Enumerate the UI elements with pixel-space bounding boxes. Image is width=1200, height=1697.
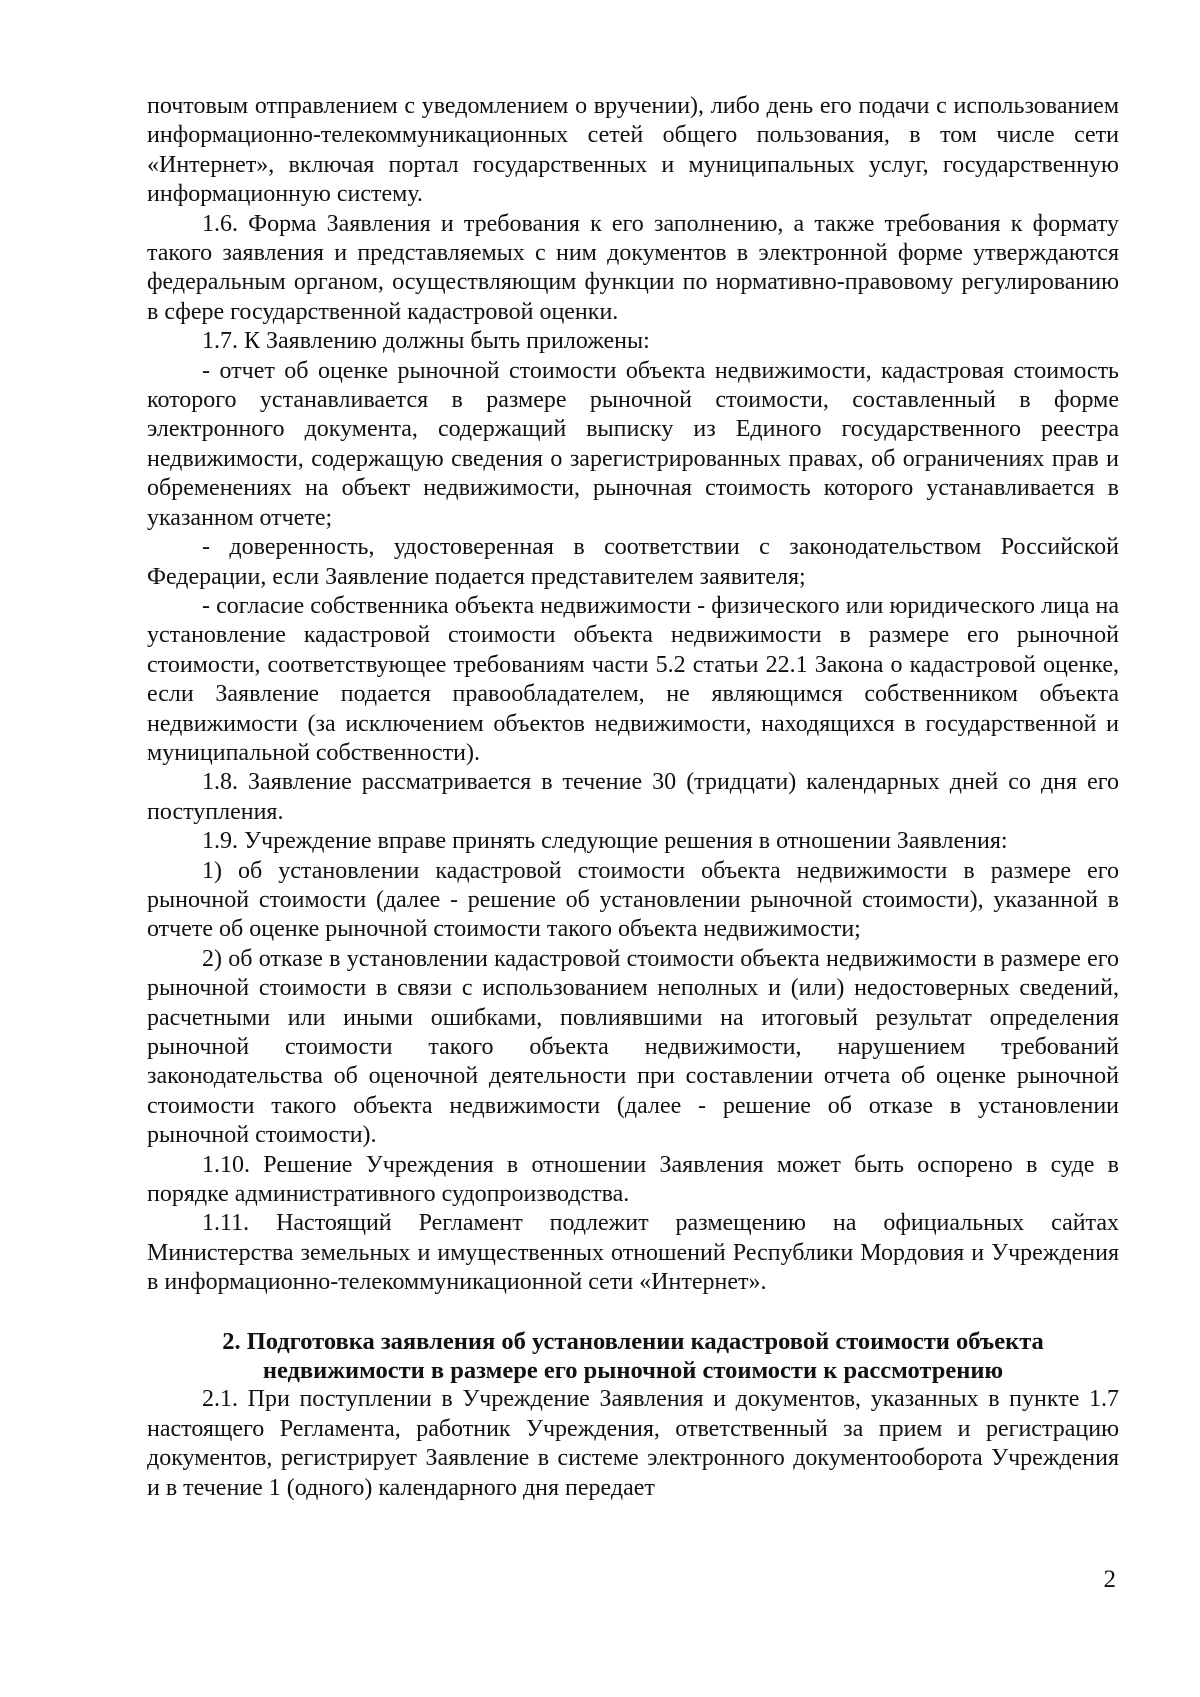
paragraph-1-7: 1.7. К Заявлению должны быть приложены: xyxy=(202,328,650,355)
list-item-power-of-attorney: - доверенность, удостоверенная в соответствии с законодательством Российской Федерации, если Заявление подается представителем заявителя; xyxy=(147,534,1119,590)
paragraph-1-8: 1.8. Заявление рассматривается в течение 30 (тридцати) календарных дней со дня его поступления. xyxy=(147,769,1119,825)
paragraph-1-10: 1.10. Решение Учреждения в отношении Заявления может быть оспорено в суде в порядке административного судопроизводства. xyxy=(147,1151,1119,1208)
list-item-decision-establish: 1) об установлении кадастровой стоимости объекта недвижимости в размере его рыночной стоимости (далее - решение об установлении рыночной стоимости), указанной в отчете об оценке рыночной стоимости такого объекта недвижимости; xyxy=(147,857,1119,943)
section-heading: 2. Подготовка заявления об установлении кадастровой стоимости объекта недвижимости в размере его рыночной стоимости к рассмотрению xyxy=(222,1327,1044,1385)
paragraph-continuation: почтовым отправлением с уведомлением о вручении), либо день его подачи с использованием информационно-телекоммуникационных сетей общего пользования, в том числе сети «Интернет», включая портал государственных и муниципальных услуг, государственную информационную систему. xyxy=(147,93,1119,208)
list-item-owner-consent: - согласие собственника объекта недвижимости - физического или юридического лица на установление кадастровой стоимости объекта недвижимости в размере его рыночной стоимости, соответствующее требованиям части 5.2 статьи 22.1 Закона о кадастровой оценке, если Заявление подается правообладателем, не являющимся собственником объекта недвижимости (за исключением объектов недвижимости, находящихся в государственной и муниципальной собственности). xyxy=(147,592,1119,766)
paragraph-1-6: 1.6. Форма Заявления и требования к его заполнению, а также требования к формату такого заявления и представляемых с ним документов в электронной форме утверждаются федеральным органом, осуществляющим функции по нормативно-правовому регулированию в сфере государственной кадастровой оценки. xyxy=(147,210,1119,325)
list-item-decision-refuse: 2) об отказе в установлении кадастровой стоимости объекта недвижимости в размере его рыночной стоимости в связи с использованием неполных и (или) недостоверных сведений, расчетными или иными ошибками, повлиявшими на итоговый результат определения рыночной стоимости такого объекта недвижимости, нарушением требований законодательства об оценочной деятельности при составлении отчета об оценке рыночной стоимости такого объекта недвижимости (далее - решение об отказе в установлении рыночной стоимости). xyxy=(147,945,1119,1149)
page-number: 2 xyxy=(1103,1566,1116,1593)
document-body xyxy=(147,92,1119,1503)
list-item-market-value-report: - отчет об оценке рыночной стоимости объекта недвижимости, кадастровая стоимость которого устанавливается в размере рыночной стоимости, составленный в форме электронного документа, содержащий выписку из Единого государственного реестра недвижимости, содержащую сведения о зарегистрированных правах, об ограничениях прав и обременениях на объект недвижимости, рыночная стоимость которого устанавливается в указанном отчете; xyxy=(147,357,1119,531)
paragraph-2-1: 2.1. При поступлении в Учреждение Заявления и документов, указанных в пункте 1.7 настоящего Регламента, работник Учреждения, ответственный за прием и регистрацию документов, регистрирует Заявление в системе электронного документооборота Учреждения и в течение 1 (одного) календарного дня передает xyxy=(147,1386,1119,1501)
paragraph-1-9: 1.9. Учреждение вправе принять следующие решения в отношении Заявления: xyxy=(202,828,1008,855)
paragraph-1-11: 1.11. Настоящий Регламент подлежит размещению на официальных сайтах Министерства земельных и имущественных отношений Республики Мордовия и Учреждения в информационно-телекоммуникационной сети «Интернет». xyxy=(147,1210,1119,1296)
